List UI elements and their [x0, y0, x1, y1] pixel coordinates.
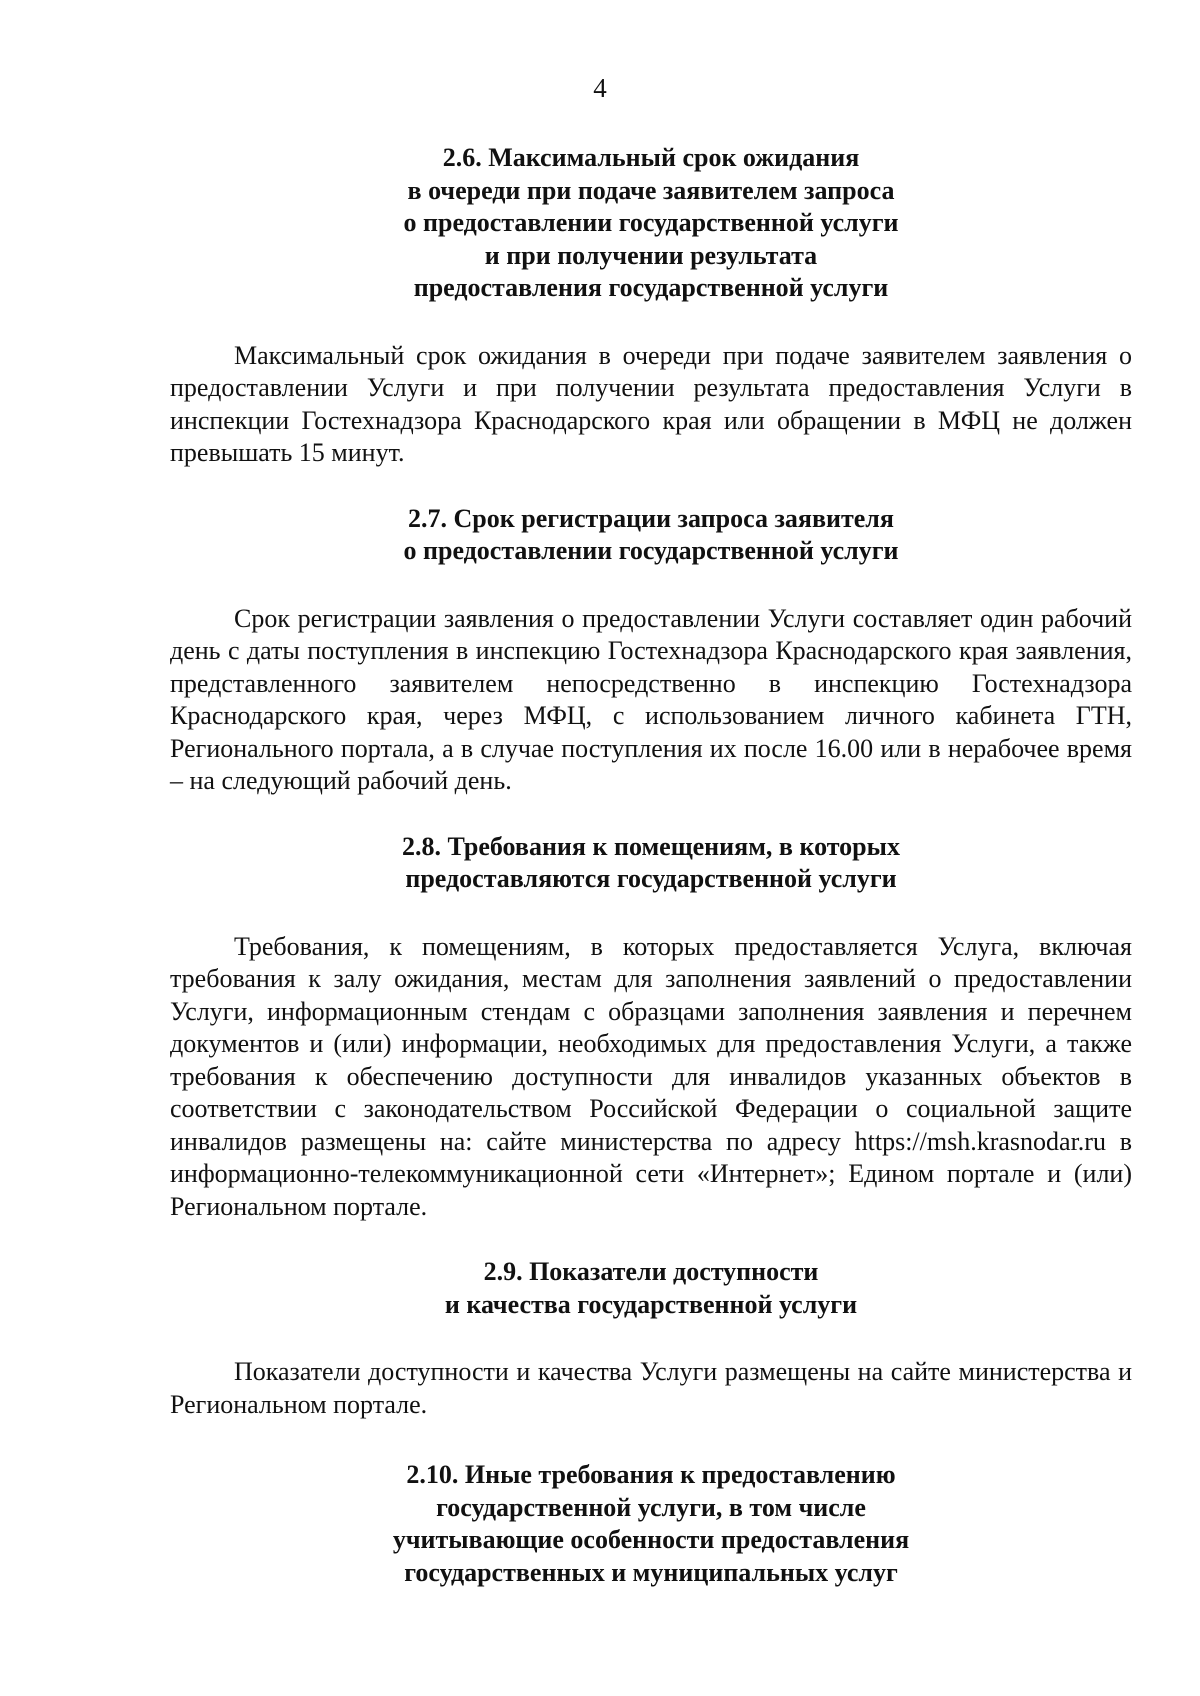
- page-number: 4: [593, 73, 607, 103]
- document-body: [170, 142, 1132, 1589]
- section-title-2-10: [170, 1459, 1132, 1589]
- section-title-line: в очереди при подаче заявителем запроса: [407, 175, 895, 205]
- section-title-2-7: [170, 503, 1132, 568]
- section-title-line: и качества государственной услуги: [444, 1289, 858, 1319]
- section-title-line: государственных и муниципальных услуг: [404, 1557, 898, 1587]
- section-title-2-8: [170, 831, 1132, 896]
- section-title-line: учитывающие особенности предоставления: [392, 1525, 910, 1554]
- section-title-line: государственной услуги, в том числе: [436, 1492, 866, 1522]
- section-title-2-9: [170, 1256, 1132, 1321]
- section-title-line: предоставляются государственной услуги: [405, 864, 897, 893]
- section-title-line: предоставления государственной услуги: [413, 273, 889, 302]
- section-paragraph-2-8: Требования, к помещениям, в которых предоставляется Услуга, включая требования к залу ожидания, местам для заполнения заявлений о предоставлении Услуги, информационным стендам с образцами заполнения заявления и перечнем документов и (или) информации, необходимых для предоставления Услуги, а также требования к обеспечению доступности для инвалидов указанных объектов в соответствии с законодательством Российской Федерации о социальной защите инвалидов размещены на: сайте министерства по адресу https://msh.krasnodar.ru в информационно-телекоммуникационной сети «Интернет»; Едином портале и (или) Региональном портале.: [170, 931, 1132, 1221]
- section-title-line: 2.6. Максимальный срок ожидания: [442, 143, 860, 172]
- section-title-line: о предоставлении государственной услуги: [403, 208, 899, 237]
- section-paragraph-2-6: Максимальный срок ожидания в очереди при подаче заявителем заявления о предоставлении Услуги и при получении результата предоставления Услуги в инспекции Гостехнадзора Краснодарского края или обращении в МФЦ не должен превышать 15 минут.: [170, 340, 1132, 467]
- section-paragraph-2-7: Срок регистрации заявления о предоставлении Услуги составляет один рабочий день с даты поступления в инспекцию Гостехнадзора Краснодарского края заявления, представленного заявителем непосредственно в инспекцию Гостехнадзора Краснодарского края, через МФЦ, с использованием личного кабинета ГТН, Регионального портала, а в случае поступления их после 16.00 или в нерабочее время – на следующий рабочий день.: [170, 603, 1132, 795]
- section-title-line: и при получении результата: [484, 240, 818, 270]
- section-title-line: 2.9. Показатели доступности: [483, 1257, 819, 1286]
- section-title-line: о предоставлении государственной услуги: [403, 536, 899, 565]
- section-title-line: 2.10. Иные требования к предоставлению: [406, 1460, 896, 1489]
- section-title-2-6: [170, 142, 1132, 305]
- section-title-line: 2.8. Требования к помещениям, в которых: [402, 831, 900, 861]
- section-title-line: 2.7. Срок регистрации запроса заявителя: [408, 503, 894, 533]
- section-paragraph-2-9: Показатели доступности и качества Услуги размещены на сайте министерства и Региональном портале.: [170, 1357, 1132, 1419]
